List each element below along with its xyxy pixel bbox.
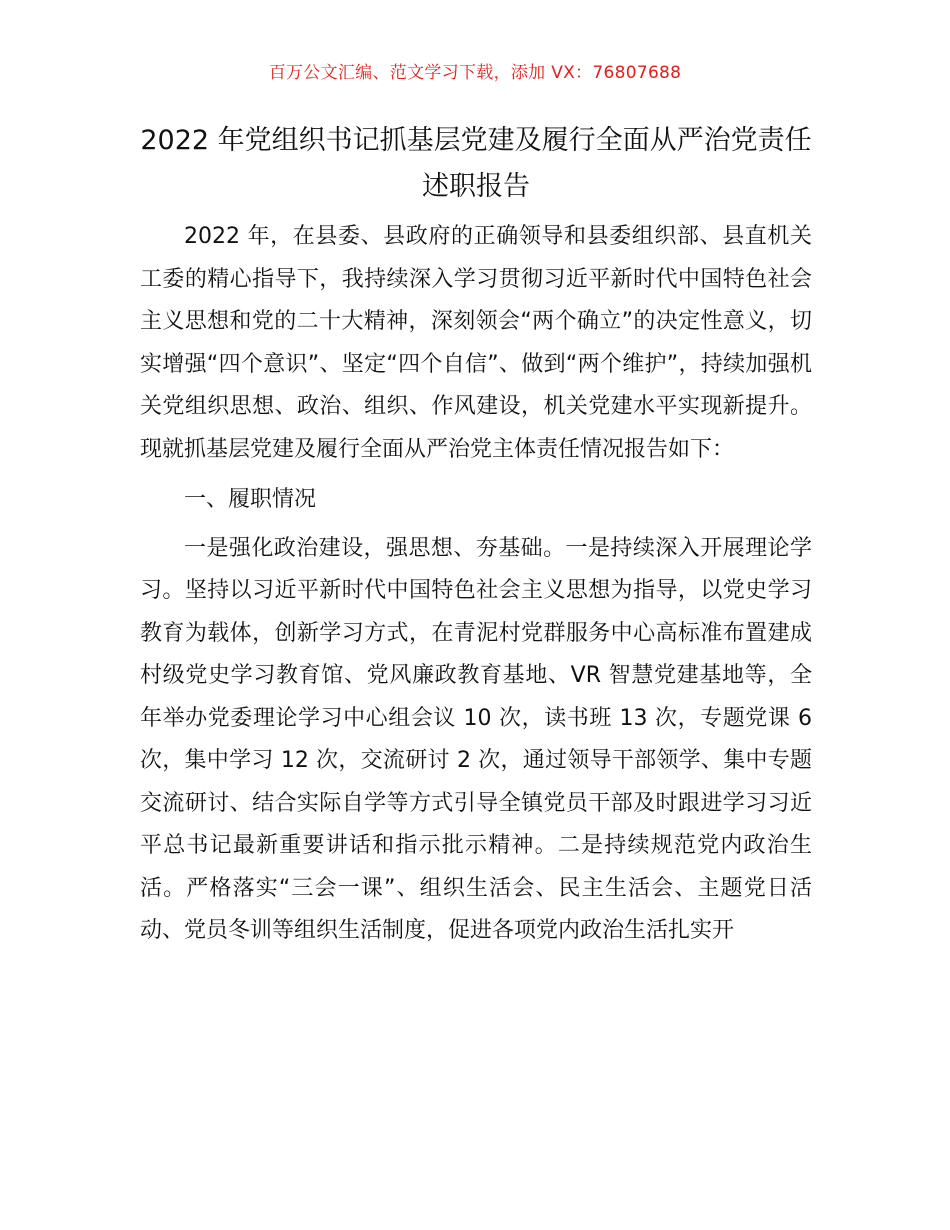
intro-paragraph: 2022 年，在县委、县政府的正确领导和县委组织部、县直机关工委的精心指导下，我持续深入学习贯彻习近平新时代中国特色社会主义思想和党的二十大精神，深刻领会“两个确立”的决定性意义，切实增强“四个意识”、坚定“四个自信”、做到“两个维护”，持续加强机关党组织思想、政治、组织、作风建设，机关党建水平实现新提升。现就抓基层党建及履行全面从严治党主体责任情况报告如下： <box>140 224 812 462</box>
political-construction-paragraph: 一是强化政治建设，强思想、夯基础。一是持续深入开展理论学习。坚持以习近平新时代中国特色社会主义思想为指导，以党史学习教育为载体，创新学习方式，在青泥村党群服务中心高标准布置建成村级党史学习教育馆、党风廉政教育基地、VR 智慧党建基地等，全年举办党委理论学习中心组会议 10 次，读书班 13 次，专题党课 6 次，集中学习 12 次，交流研讨 2 次，通过领导干部领学、集中专题交流研讨、结合实际自学等方式引导全镇党员干部及时跟进学习习近平总书记最新重要讲话和指示批示精神。二是持续规范党内政治生活。严格落实“三会一课”、组织生活会、民主生活会、主题党日活动、党员冬训等组织生活制度，促进各项党内政治生活扎实开 <box>140 535 812 943</box>
section-heading-duty-performance: 一、履职情况 <box>184 487 317 512</box>
header-watermark-note: 百万公文汇编、范文学习下载，添加 VX：76807688 <box>268 63 682 83</box>
document-body <box>140 216 812 953</box>
document-title: 2022 年党组织书记抓基层党建及履行全面从严治党责任述职报告 <box>140 125 812 202</box>
